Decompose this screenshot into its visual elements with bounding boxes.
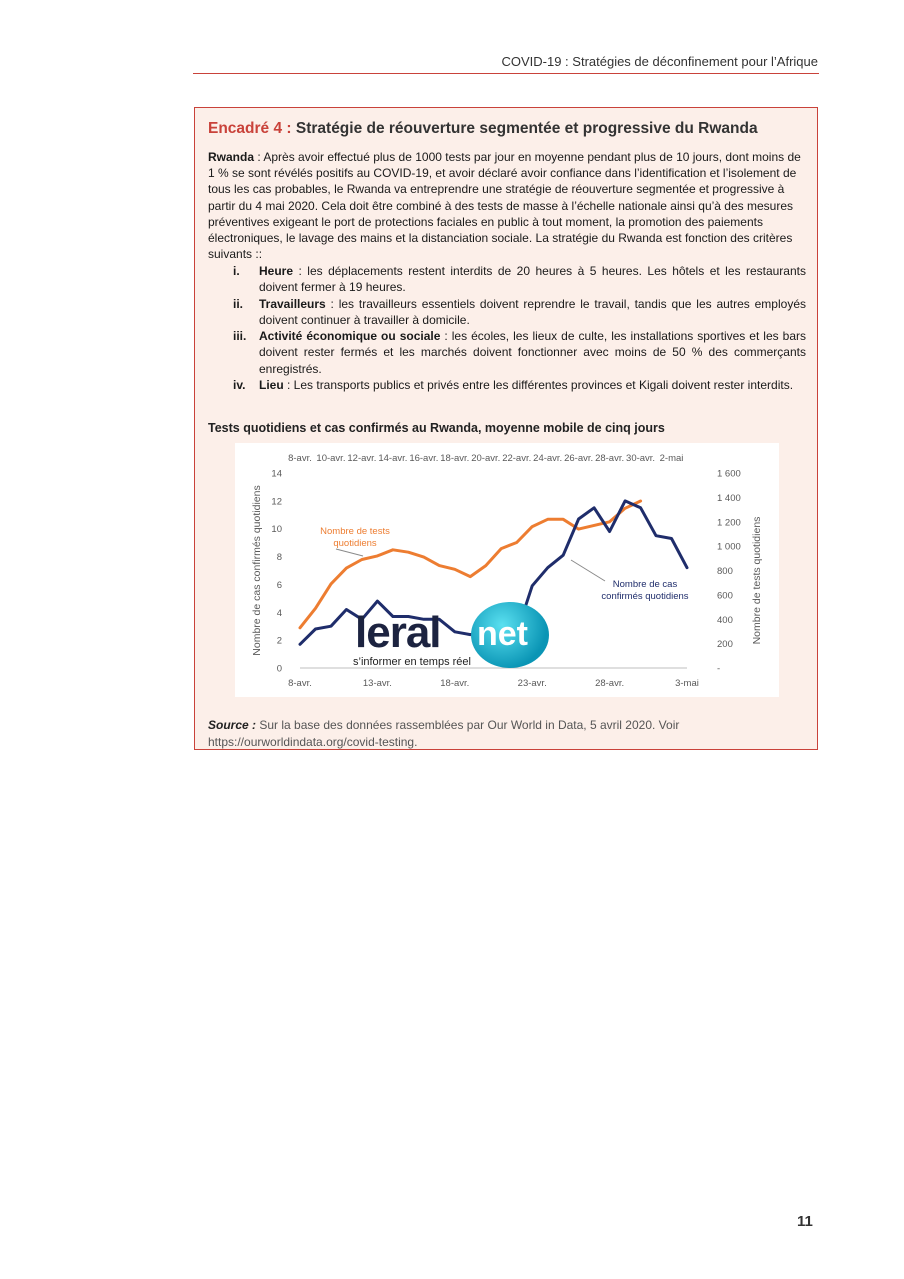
criteria-term: Activité économique ou sociale: [259, 329, 441, 344]
x-top-tick-label: 20-avr.: [471, 453, 501, 464]
y-left-tick-label: 2: [276, 635, 282, 647]
chart-area: [235, 443, 779, 697]
x-bottom-tick-label: 13-avr.: [362, 678, 392, 689]
criteria-item: [208, 296, 806, 329]
logo-tagline: s’informer en temps réel: [353, 656, 471, 668]
tests-annotation-line: quotidiens: [333, 538, 377, 549]
source-label: Source :: [208, 718, 257, 732]
y-right-tick-label: 1 200: [717, 517, 741, 529]
criteria-term: Heure: [259, 264, 294, 278]
y-left-tick-label: 10: [271, 524, 282, 536]
y-left-tick-label: 4: [276, 607, 282, 619]
cases-annotation-line: confirmés quotidiens: [601, 591, 689, 602]
x-bottom-tick-label: 8-avr.: [288, 678, 312, 689]
criteria-item: [208, 377, 806, 393]
criteria-term: Travailleurs: [259, 296, 326, 311]
page-number: 11: [797, 1213, 813, 1230]
criteria-text: : Les transports publics et privés entre les différentes provinces et Kigali doivent rester interdits.: [283, 378, 794, 393]
x-top-tick-label: 30-avr.: [626, 453, 656, 464]
source-text: Sur la base des données rassemblées par Our World in Data, 5 avril 2020. Voir https://ourworldindata.org/covid-testing.: [208, 718, 680, 749]
y-right-tick-label: 400: [717, 614, 733, 626]
x-top-tick-label: 22-avr.: [502, 453, 532, 464]
criteria-item: [208, 328, 806, 377]
criteria-text: : les écoles, les lieux de culte, les installations sportives et les bars doivent rester fermés et les marchés doivent fonctionner avec moins de 50 % des commerçants enregistrés.: [259, 329, 806, 376]
criteria-num: iii.: [233, 329, 247, 344]
cases-annotation-leader: [571, 560, 605, 581]
x-top-tick-label: 12-avr.: [347, 453, 377, 464]
y-left-tick-label: 14: [271, 468, 282, 480]
y-right-tick-label: 1 000: [717, 541, 741, 553]
box-title-text: Stratégie de réouverture segmentée et progressive du Rwanda: [295, 120, 758, 137]
y-right-tick-label: 800: [717, 566, 733, 577]
criteria-num: ii.: [233, 296, 244, 311]
box-label: Encadré 4 :: [208, 120, 292, 137]
chart-title: Tests quotidiens et cas confirmés au Rwanda, moyenne mobile de cinq jours: [208, 421, 665, 435]
cases-annotation-line: Nombre de cas: [612, 579, 678, 590]
y-right-tick-label: -: [717, 663, 721, 675]
logo-net: net: [477, 615, 528, 653]
x-bottom-tick-label: 28-avr.: [595, 678, 625, 689]
x-bottom-tick-label: 18-avr.: [440, 678, 470, 689]
criteria-item: [208, 263, 806, 296]
tests-annotation-leader: [336, 549, 363, 556]
y-right-tick-label: 1 600: [717, 468, 741, 480]
x-top-tick-label: 26-avr.: [564, 453, 594, 464]
intro-lead: Rwanda: [208, 150, 255, 164]
running-header: COVID-19 : Stratégies de déconfinement pour l’Afrique: [501, 54, 818, 69]
x-top-tick-label: 16-avr.: [409, 453, 439, 464]
source-note: [208, 717, 808, 751]
y-left-tick-label: 6: [276, 579, 282, 591]
y-left-tick-label: 12: [271, 496, 282, 508]
x-bottom-tick-label: 3-mai: [675, 678, 699, 689]
criteria-term: Lieu: [259, 378, 284, 393]
x-top-tick-label: 8-avr.: [288, 453, 312, 464]
criteria-list: [208, 263, 806, 393]
criteria-num: i.: [233, 264, 240, 278]
intro-text: : Après avoir effectué plus de 1000 tests par jour en moyenne pendant plus de 10 jours, dont moins de 1 % se sont révélés positifs au COVID-19, et avoir déclaré avoir confiance dans l’identification et l’isolement de tous les cas probables, le Rwanda va entreprendre une stratégie de réouverture segmentée et progressive à partir du 4 mai 2020. Cela doit être combiné à des tests de masse à l’échelle nationale ainsi qu’à des mesures préventives exigeant le port de protections faciales en public à tout moment, la promotion des paiements électroniques, le lavage des mains et la distanciation sociale. La stratégie du Rwanda est fonction des critères suivants ::: [208, 150, 801, 262]
y-left-tick-label: 0: [276, 663, 282, 675]
x-top-tick-label: 28-avr.: [595, 453, 625, 464]
tests-annotation-line: Nombre de tests: [320, 526, 390, 537]
y-left-axis-title: Nombre de cas confirmés quotidiens: [251, 485, 263, 656]
encadre-box: [194, 107, 818, 750]
y-right-tick-label: 1 400: [717, 492, 741, 504]
y-right-tick-label: 600: [717, 590, 733, 602]
criteria-num: iv.: [233, 378, 246, 393]
x-bottom-tick-label: 23-avr.: [517, 678, 547, 689]
y-left-tick-label: 8: [276, 552, 282, 564]
x-top-tick-label: 24-avr.: [533, 453, 563, 464]
y-right-tick-label: 200: [717, 639, 733, 651]
x-top-tick-label: 14-avr.: [378, 453, 408, 464]
x-top-tick-label: 10-avr.: [316, 453, 346, 464]
header-rule: [193, 73, 819, 74]
x-top-tick-label: 18-avr.: [440, 453, 470, 464]
criteria-text: : les travailleurs essentiels doivent reprendre le travail, tandis que les autres employés doivent continuer à travailler à domicile.: [259, 296, 806, 327]
criteria-text: : les déplacements restent interdits de 20 heures à 5 heures. Les hôtels et les restaurants doivent fermer à 19 heures.: [259, 264, 806, 295]
x-top-tick-label: 2-mai: [659, 453, 684, 464]
box-title: [208, 120, 758, 138]
watermark-logo: [355, 608, 555, 678]
y-right-axis-title: Nombre de tests quotidiens: [751, 516, 763, 645]
logo-text: leral: [355, 608, 441, 657]
intro-paragraph: [208, 149, 806, 262]
